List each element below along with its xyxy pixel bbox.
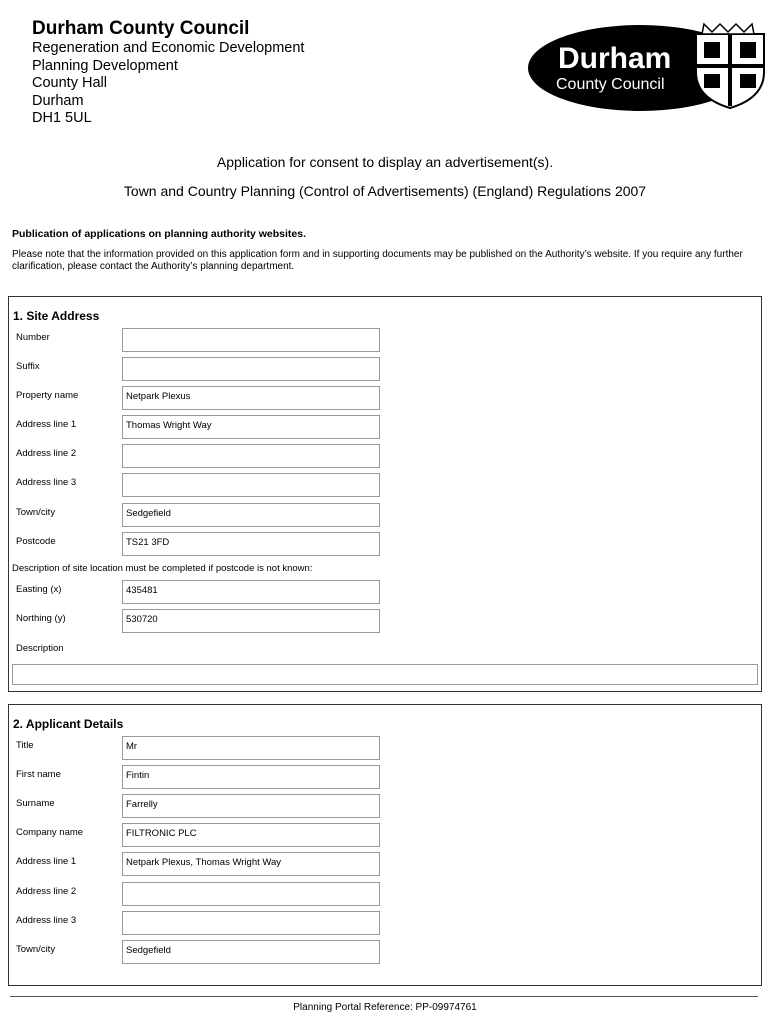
field-label: Number: [16, 332, 50, 343]
coat-of-arms-icon: [696, 24, 764, 108]
surname-field[interactable]: Farrelly: [122, 794, 380, 818]
address-line: Planning Development: [32, 57, 178, 74]
field-label: First name: [16, 769, 61, 780]
property-name-field[interactable]: Netpark Plexus: [122, 386, 380, 410]
applicant-address-line2-field[interactable]: [122, 882, 380, 906]
regulation-title: Town and Country Planning (Control of Advertisements) (England) Regulations 2007: [123, 183, 647, 199]
suffix-field[interactable]: [122, 357, 380, 381]
description-field[interactable]: [12, 664, 758, 685]
northing-field[interactable]: 530720: [122, 609, 380, 633]
field-label: Property name: [16, 390, 79, 401]
address-line: Durham: [32, 92, 84, 109]
field-label: Address line 1: [16, 856, 77, 867]
first-name-field[interactable]: Fintin: [122, 765, 380, 789]
field-label: Address line 3: [16, 477, 77, 488]
field-label: Postcode: [16, 536, 56, 547]
company-name-field[interactable]: FILTRONIC PLC: [122, 823, 380, 847]
field-label: Easting (x): [16, 584, 62, 595]
council-name: Durham County Council: [32, 18, 250, 39]
field-label: Title: [16, 740, 34, 751]
applicant-address-line1-field[interactable]: Netpark Plexus, Thomas Wright Way: [122, 852, 380, 876]
footer-divider: [10, 996, 758, 997]
field-label: Suffix: [16, 361, 40, 372]
town-city-field[interactable]: Sedgefield: [122, 503, 380, 527]
address-line2-field[interactable]: [122, 444, 380, 468]
applicant-town-city-field[interactable]: Sedgefield: [122, 940, 380, 964]
field-label: Northing (y): [16, 613, 66, 624]
publication-heading: Publication of applications on planning authority websites.: [12, 228, 307, 240]
address-line: DH1 5UL: [32, 110, 92, 126]
field-label: Town/city: [16, 944, 56, 955]
field-label: Address line 3: [16, 915, 77, 926]
applicant-address-line3-field[interactable]: [122, 911, 380, 935]
location-note: Description of site location must be completed if postcode is not known:: [12, 563, 313, 574]
portal-reference: Planning Portal Reference: PP-09974761: [293, 1002, 477, 1013]
field-label: Address line 2: [16, 448, 77, 459]
address-line1-field[interactable]: Thomas Wright Way: [122, 415, 380, 439]
field-label: Address line 2: [16, 886, 77, 897]
number-field[interactable]: [122, 328, 380, 352]
title-field[interactable]: Mr: [122, 736, 380, 760]
address-line: County Hall: [32, 75, 107, 91]
address-line: Regeneration and Economic Development: [32, 40, 305, 56]
form-title: Application for consent to display an advertisement(s).: [216, 154, 554, 170]
easting-field[interactable]: 435481: [122, 580, 380, 604]
field-label: Company name: [16, 827, 84, 838]
site-address-title: 1. Site Address: [13, 309, 100, 323]
field-label: Address line 1: [16, 419, 77, 430]
field-label: Town/city: [16, 507, 56, 518]
field-label: Surname: [16, 798, 55, 809]
address-line3-field[interactable]: [122, 473, 380, 497]
applicant-title: 2. Applicant Details: [13, 717, 124, 731]
publication-text: Please note that the information provided on this application form and in supporting documents may be published on the Authority’s website. If you require any further clarification, please contact the Authority’s planning department.: [12, 249, 743, 272]
council-logo: [528, 20, 768, 112]
logo-line1: Durham: [558, 42, 672, 75]
description-label: Description: [16, 643, 64, 654]
logo-line2: County Council: [556, 76, 665, 93]
postcode-field[interactable]: TS21 3FD: [122, 532, 380, 556]
